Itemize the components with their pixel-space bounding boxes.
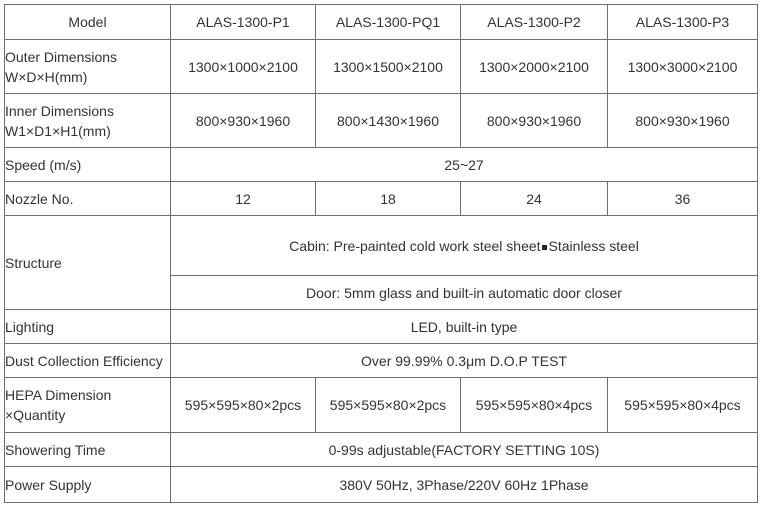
separator-bullet-icon	[542, 245, 547, 250]
outer-dimensions-label	[5, 40, 171, 94]
structure-cabin-alt-material: Stainless steel	[548, 237, 639, 254]
outer-dimensions-p1: 1300×1000×2100	[171, 40, 316, 94]
nozzle-p1: 12	[171, 182, 316, 216]
inner-dimensions-label-line2: W1×D1×H1(mm)	[5, 122, 111, 139]
model-p1-header: ALAS-1300-P1	[171, 5, 316, 40]
structure-label: Structure	[5, 216, 171, 310]
nozzle-label: Nozzle No.	[5, 182, 171, 216]
lighting-label: Lighting	[5, 310, 171, 344]
lighting-row	[5, 310, 758, 344]
inner-dimensions-row	[5, 94, 758, 148]
hepa-label-line2: ×Quantity	[5, 407, 66, 423]
nozzle-p3: 36	[608, 182, 758, 216]
hepa-label-line1: HEPA Dimension	[5, 387, 112, 403]
outer-dimensions-p2: 1300×2000×2100	[461, 40, 608, 94]
speed-row	[5, 148, 758, 182]
inner-dimensions-p1: 800×930×1960	[171, 94, 316, 148]
power-supply-value: 380V 50Hz, 3Phase/220V 60Hz 1Phase	[171, 467, 758, 503]
hepa-label	[5, 378, 171, 433]
model-pq1-header: ALAS-1300-PQ1	[316, 5, 461, 40]
model-p2-header: ALAS-1300-P2	[461, 5, 608, 40]
model-header: Model	[5, 5, 171, 40]
dust-collection-row	[5, 344, 758, 378]
outer-dimensions-label-line1: Outer Dimensions	[5, 48, 118, 65]
structure-cabin-material: Cabin: Pre-painted cold work steel sheet	[289, 237, 541, 254]
speed-label: Speed (m/s)	[5, 148, 171, 182]
hepa-p3: 595×595×80×4pcs	[608, 378, 758, 433]
structure-cabin	[171, 216, 758, 276]
outer-dimensions-label-line2: W×D×H(mm)	[5, 68, 88, 85]
lighting-value: LED, built-in type	[171, 310, 758, 344]
showering-value: 0-99s adjustable(FACTORY SETTING 10S)	[171, 433, 758, 467]
nozzle-pq1: 18	[316, 182, 461, 216]
inner-dimensions-label-line1: Inner Dimensions	[5, 102, 114, 119]
power-supply-label: Power Supply	[5, 467, 171, 503]
power-supply-row	[5, 467, 758, 503]
hepa-row	[5, 378, 758, 433]
inner-dimensions-pq1: 800×1430×1960	[316, 94, 461, 148]
header-row	[5, 5, 758, 40]
outer-dimensions-row	[5, 40, 758, 94]
hepa-pq1: 595×595×80×2pcs	[316, 378, 461, 433]
spec-table	[4, 4, 758, 503]
hepa-p2: 595×595×80×4pcs	[461, 378, 608, 433]
showering-label: Showering Time	[5, 433, 171, 467]
model-p3-header: ALAS-1300-P3	[608, 5, 758, 40]
dust-collection-label: Dust Collection Efficiency	[5, 344, 171, 378]
speed-value: 25~27	[171, 148, 758, 182]
showering-row	[5, 433, 758, 467]
inner-dimensions-p3: 800×930×1960	[608, 94, 758, 148]
nozzle-row	[5, 182, 758, 216]
hepa-p1: 595×595×80×2pcs	[171, 378, 316, 433]
outer-dimensions-pq1: 1300×1500×2100	[316, 40, 461, 94]
nozzle-p2: 24	[461, 182, 608, 216]
outer-dimensions-p3: 1300×3000×2100	[608, 40, 758, 94]
inner-dimensions-label	[5, 94, 171, 148]
structure-door: Door: 5mm glass and built-in automatic door closer	[171, 276, 758, 310]
inner-dimensions-p2: 800×930×1960	[461, 94, 608, 148]
dust-collection-value: Over 99.99% 0.3μm D.O.P TEST	[171, 344, 758, 378]
structure-row-cabin	[5, 216, 758, 276]
